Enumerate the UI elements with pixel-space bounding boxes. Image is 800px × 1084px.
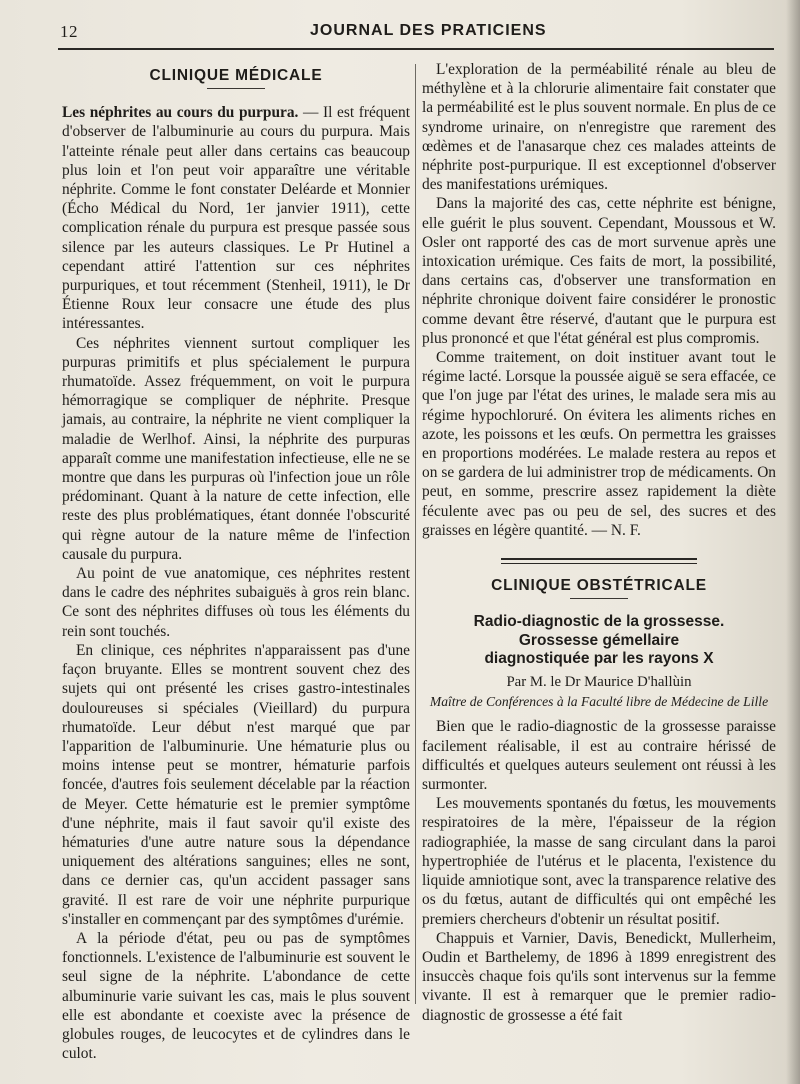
column-divider [415, 64, 416, 1004]
section-heading-clinique-medicale: CLINIQUE MÉDICALE [149, 67, 323, 84]
paragraph: En clinique, ces néphrites n'apparaissent pas d'une façon bruyante. Elles se montrent souvent chez des sujets qui ont présenté les crises gastro-intestinales douloureuses si spéciales (Vieillard) du purpura rhumatoïde. Leur début n'est marqué que par l'apparition de l'albuminurie. Une hématurie plus ou moins intense peut se montrer, hématurie parfois foncée, d'autres fois seulement décelable par la réaction de Meyer. Cette hématurie est le premier symptôme d'une néphrite, mais il faut savoir qu'il existe des hématuries d'une autre nature sous la dépendance uniquement des altérations sanguines; elles ne sont, dans ce dernier cas, qu'un accident passager sans gravité. Il est rare de voir une néphrite purpurique s'installer en commençant par des symptômes d'urémie. [62, 641, 410, 928]
author-initials: — N. F. [591, 521, 641, 539]
page-header [60, 22, 772, 46]
right-column [422, 60, 776, 1025]
page-number: 12 [60, 22, 78, 41]
article-title-line: diagnostiquée par les rayons X [484, 650, 714, 668]
section-heading-clinique-obstetricale: CLINIQUE OBSTÉTRICALE [491, 577, 707, 595]
paragraph-text: — Il est fréquent d'observer de l'albuminurie au cours du purpura. Mais l'atteinte rénale peut aller dans certains cas beaucoup plus loin et l'on peut voir apparaître une véritable néphrite. Comme le font constater Deléarde et Monnier (Écho Médical du Nord, 1er janvier 1911), cette complication rénale du purpura est presque passée sous silence par les auteurs classiques. Le Pr Hutinel a cependant attiré l'attention sur ces néphrites purpuriques, et tout récemment (Stenheil, 1911), le Dr Étienne Roux leur consacre une étude des plus intéressantes. [62, 104, 410, 333]
heading-rule [570, 598, 628, 599]
header-rule [58, 48, 774, 50]
page-edge-shadow [786, 0, 800, 1084]
paragraph: Chappuis et Varnier, Davis, Benedickt, Mullerheim, Oudin et Barthelemy, de 1896 à 1899 enregistrent des insuccès chaque fois qu'ils sont intervenus sur la femme vivante. Il est à remarquer que le premier radio-diagnostic de grossesse a été fait [422, 929, 776, 1024]
paragraph: A la période d'état, peu ou pas de symptômes fonctionnels. L'existence de l'albuminurie est souvent le seul signe de la néphrite. L'abondance de cette albuminurie varie suivant les cas, mais le plus souvent elle est abondante et coexiste avec la présence de globules rouges, de leucocytes et de cylindres dans le culot. [62, 929, 410, 1063]
byline: Par M. le Dr Maurice D'hallùin [506, 674, 692, 691]
left-column [62, 60, 410, 1063]
heading-rule [207, 88, 265, 89]
article-lead: Les néphrites au cours du purpura. [62, 104, 299, 122]
paragraph [62, 103, 410, 333]
paragraph: Bien que le radio-diagnostic de la grossesse paraisse facilement réalisable, il est au contraire hérissé de difficultés et quelques auteurs seulement ont réussi à les surmonter. [422, 718, 776, 794]
paragraph: Dans la majorité des cas, cette néphrite est bénigne, elle guérit le plus souvent. Cependant, Moussous et W. Osler ont rapporté des cas de mort survenue après une intoxication urémique. Ces faits de mort, la possibilité, dans certains cas, d'observer une transformation en néphrite chronique doivent faire considérer le pronostic comme devant être réservé, d'autant que le purpura est plus prononcé et que l'état général est plus compromis. [422, 195, 776, 347]
running-title: JOURNAL DES PRATICIENS [310, 22, 547, 39]
paragraph [422, 348, 776, 540]
section-separator [501, 558, 697, 564]
paragraph-text: Comme traitement, on doit instituer avant tout le régime lacté. Lorsque la poussée aiguë se sera effacée, ce que l'on juge par l'état des urines, le malade sera mis au régime hypochloruré. On évitera les aliments riches en azote, les poissons et les œufs. On permettra les graisses en proportions modérées. Le malade restera au repos et on se gardera de lui administrer trop de médicaments. On peut, en somme, prescrire assez rapidement la diète féculente avec pas ou peu de sel, des sucres et des graisses en légère quantité. [422, 349, 776, 539]
paragraph: Ces néphrites viennent surtout compliquer les purpuras primitifs et plus spécialement le purpura rhumatoïde. Assez fréquemment, on voit le purpura hémorragique se compliquer de néphrite. Presque jamais, au contraire, la néphrite ne vient compliquer la maladie de Werlhof. Ainsi, la néphrite des purpuras apparaît comme une manifestation infectieuse, elle ne se montre que dans les purpuras où l'infection joue un rôle prédominant. Quant à la nature de cette infection, elle reste des plus problématiques, étant donnée l'obscurité qui règne autour de la nature même de l'infection causale du purpura. [62, 334, 410, 563]
article-title-line: Radio-diagnostic de la grossesse. [473, 613, 725, 631]
paragraph: Au point de vue anatomique, ces néphrites restent dans le cadre des néphrites subaiguës à gros rein blanc. Ce sont des néphrites diffuses où tous les éléments du rein sont touchés. [62, 565, 410, 640]
paragraph: Les mouvements spontanés du fœtus, les mouvements respiratoires de la mère, l'épaisseur de la région radiographiée, la masse de sang circulant dans la paroi hypertrophiée de l'utérus et le placenta, l'existence du liquide amniotique sont, avec la transparence relative des os du fœtus, autant de difficultés qui ont empêché les premiers chercheurs d'obtenir un résultat positif. [422, 795, 776, 928]
article-title-line: Grossesse gémellaire [518, 631, 680, 649]
affiliation: Maître de Conférences à la Faculté libre de Médecine de Lille [429, 694, 769, 710]
paragraph: L'exploration de la perméabilité rénale au bleu de méthylène et à la chlorurie alimentaire fait constater que la perméabilité est le plus souvent normale. En plus de ce syndrome urinaire, on n'enregistre que rarement des œdèmes et de l'anasarque chez ces malades atteints de néphrite post-purpurique. Il est exceptionnel d'observer des manifestations urémiques. [422, 61, 776, 194]
article-title [422, 613, 776, 669]
